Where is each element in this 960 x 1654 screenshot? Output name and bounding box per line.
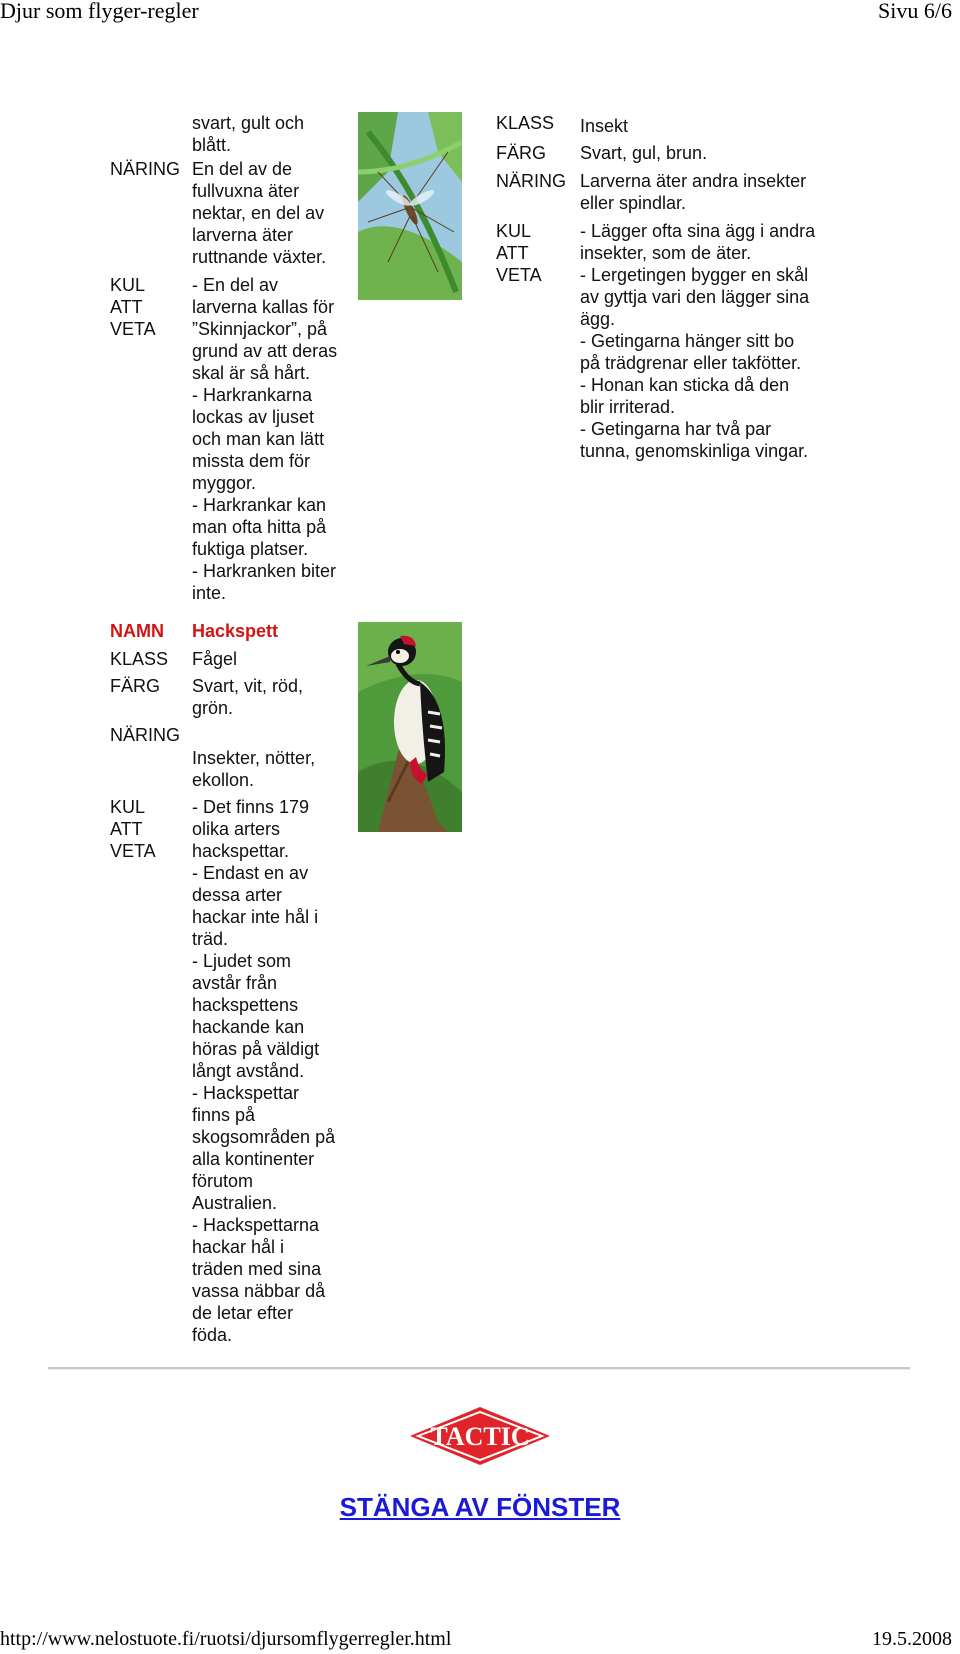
geting-kul-label: KUL ATT VETA	[496, 221, 542, 285]
harkrank-farg-cont: svart, gult och blått.	[192, 113, 305, 155]
geting-klass: Insekt	[580, 116, 629, 136]
harkrank-block	[110, 112, 350, 612]
crane-fly-image	[358, 112, 462, 300]
hackspett-block	[110, 620, 360, 1360]
geting-naring: Larverna äter andra insekter eller spindlar.	[580, 171, 807, 213]
footer-url: http://www.nelostuote.fi/ruotsi/djursomflygerregler.html	[0, 1628, 452, 1650]
hackspett-kul-label: KUL ATT VETA	[110, 797, 156, 861]
header-page: Sivu 6/6	[878, 0, 952, 23]
geting-farg: Svart, gul, brun.	[580, 143, 708, 163]
svg-text:TACTIC: TACTIC	[430, 1422, 530, 1451]
tactic-logo	[410, 1407, 550, 1465]
hackspett-farg-label: FÄRG	[110, 676, 161, 696]
hackspett-klass: Fågel	[192, 649, 238, 669]
hackspett-namn-label: NAMN	[110, 621, 164, 641]
footer-date: 19.5.2008	[872, 1628, 952, 1650]
geting-farg-label: FÄRG	[496, 143, 547, 163]
close-window-link[interactable]: STÄNGA AV FÖNSTER	[339, 1492, 621, 1522]
woodpecker-image	[358, 622, 462, 832]
hackspett-namn: Hackspett	[192, 621, 279, 641]
geting-naring-label: NÄRING	[496, 171, 567, 191]
hackspett-facts: - Det finns 179 olika arters hackspettar. - Endast en av dessa arter hackar inte hål i träd. - Ljudet som avstår från hackspettens hackande kan höras på väldigt långt avstånd. - Hackspettar finns på skogsområden på alla kontinenter förutom Australien. - Hackspettarna hackar hål i träden med sina vassa näbbar då de letar efter föda.	[192, 797, 336, 1345]
hackspett-naring-label: NÄRING	[110, 725, 181, 745]
hackspett-naring: Insekter, nötter, ekollon.	[192, 748, 316, 790]
harkrank-kul-label: KUL ATT VETA	[110, 275, 156, 339]
harkrank-facts: - En del av larverna kallas för ”Skinnjackor”, på grund av att deras skal är så hårt. - Harkrankarna lockas av ljuset och man kan lätt missta dem för myggor. - Harkrankar kan man ofta hitta på fuktiga platser. - Harkranken biter inte.	[192, 275, 338, 603]
geting-klass-label: KLASS	[496, 113, 555, 133]
divider	[48, 1367, 910, 1370]
harkrank-naring-label: NÄRING	[110, 159, 181, 179]
geting-block	[496, 112, 836, 472]
hackspett-klass-label: KLASS	[110, 649, 169, 669]
harkrank-naring-value: En del av de fullvuxna äter nektar, en del av larverna äter ruttnande växter.	[192, 159, 327, 267]
header-title: Djur som flyger-regler	[0, 0, 199, 23]
hackspett-farg: Svart, vit, röd, grön.	[192, 676, 304, 718]
geting-facts: - Lägger ofta sina ägg i andra insekter, som de äter. - Lergetingen bygger en skål av gyttja vari den lägger sina ägg. - Getingarna hänger sitt bo på trädgrenar eller takfötter. - Honan kan sticka då den blir irriterad. - Getingarna har två par tunna, genomskinliga vingar.	[580, 221, 816, 461]
